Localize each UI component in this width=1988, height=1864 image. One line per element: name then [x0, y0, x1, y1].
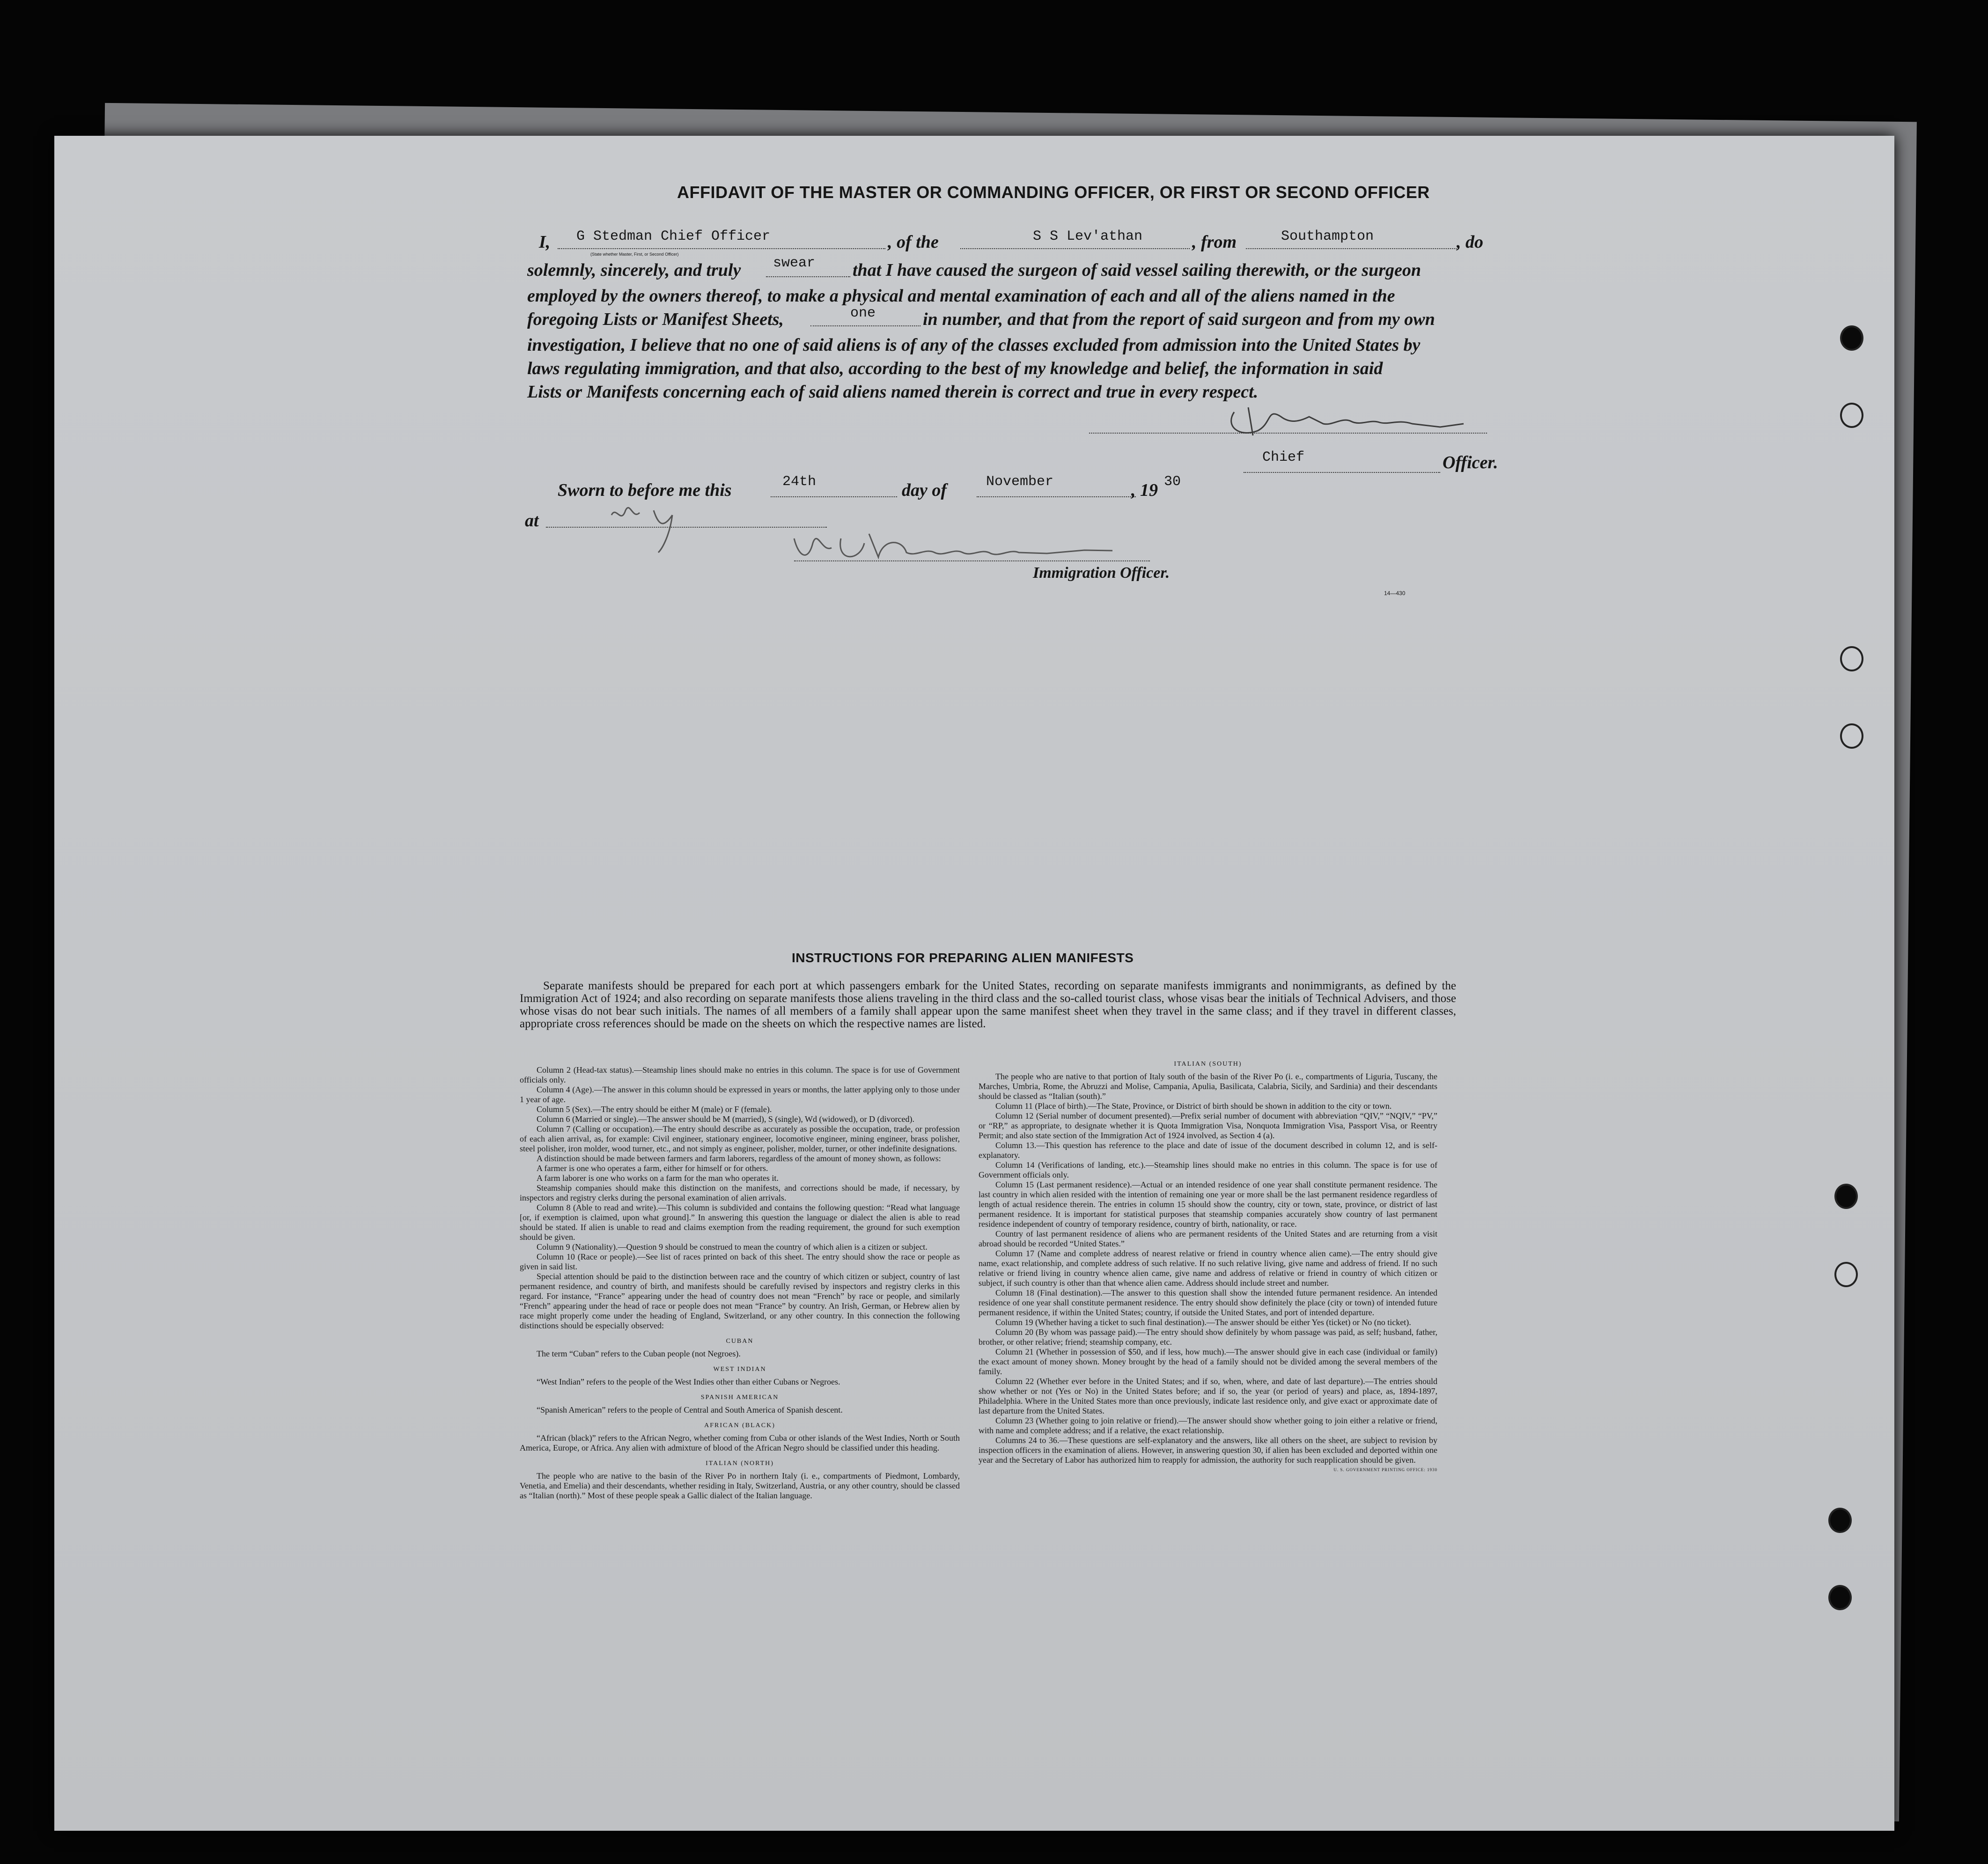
right-para: The people who are native to that portion of Italy south of the basin of the River Po (i. e., compartments of Liguria, Tuscany, the Marches, Umbria, Rome, the Abruzzi and Molise, Campania, Apulia, Basilicata, Calabria, Sicily, and Sardinia) and their descendants should be classed as “Italian (south).”	[979, 1072, 1437, 1101]
oath-type: swear	[773, 255, 816, 271]
line1-do: , do	[1457, 232, 1483, 252]
sheet-count: one	[850, 305, 876, 321]
cuban-heading: CUBAN	[726, 1338, 754, 1345]
affidavit-title: AFFIDAVIT OF THE MASTER OR COMMANDING OFFICER, OR FIRST OR SECOND OFFICER	[677, 183, 1430, 202]
left-para: Column 6 (Married or single).—The answer should be M (married), S (single), Wd (widowed), or D (divorced).	[537, 1114, 914, 1124]
instructions-left-column	[520, 1065, 960, 1501]
officer-label: Officer.	[1443, 453, 1498, 472]
form-number: 14—430	[1384, 590, 1406, 597]
right-para: Column 17 (Name and complete address of nearest relative or friend in country whence alien came).—The entry should give name, exact relationship, and complete address of such relative. If no such relative living, give name and address of friend. If no such relative or friend living in country whence alien came, give name and address of relative or friend in country of which citizen or subject, if such country is other than that whence alien came. Address should include street and number.	[979, 1249, 1437, 1288]
year-prefix: , 19	[1131, 480, 1158, 500]
right-para: Column 23 (Whether going to join relative or friend).—The answer should show whether going to join either a relative or friend, with name and complete address; and if a relative, the exact relationship.	[979, 1416, 1437, 1435]
place-handwriting	[607, 496, 714, 557]
line2-a: solemnly, sincerely, and truly	[527, 260, 741, 280]
line4-a: foregoing Lists or Manifest Sheets,	[527, 309, 784, 329]
sworn-label: Sworn to before me this	[558, 480, 732, 500]
officer-signature	[1220, 398, 1473, 445]
left-para: Special attention should be paid to the distinction between race and the country of which citizen or subject, country of last permanent residence, and country of birth, and manifests should be carefully revised by inspectors and registry clerks in this regard. For instance, “France” appearing under the head of country does not mean “French” by race or people, and similarly “French” appearing under the head of race or people does not mean “France” by country. An Irish, German, or Hebrew alien by race might properly come under the heading of England, Switzerland, or any other country. In this connection the following distinctions should be especially observed:	[520, 1272, 960, 1330]
right-para: Column 21 (Whether in possession of $50, and if less, how much).—The answer should give in each case (individual or family) the exact amount of money shown. Money brought by the head of a family should not be divided among the several members of the family.	[979, 1347, 1437, 1376]
left-para: Steamship companies should make this distinction on the manifests, and corrections should be made, if necessary, by inspectors and registry clerks during the personal examination of alien arrivals.	[520, 1183, 960, 1202]
right-para: Column 19 (Whether having a ticket to such final destination).—The answer should be either Yes (ticket) or No (no ticket).	[995, 1318, 1411, 1327]
officer-rank: Chief	[1262, 449, 1305, 465]
right-para: Column 15 (Last permanent residence).—Actual or an intended residence of one year shall constitute permanent residence. The last country in which alien resided with the intention of remaining one year or more shall be the last permanent residence regardless of length of actual residence therein. The entries in column 15 should show the country, city or town, state, province, or district of last permanent residence. It is important for statistical purposes that steamship companies accurately show country of last permanent residence independent of country of temporary residence, country of birth, nationality, or race.	[979, 1180, 1437, 1229]
immigration-officer-signature	[785, 520, 1159, 571]
line1-i: I,	[539, 232, 551, 252]
left-para: Column 8 (Able to read and write).—This column is subdivided and contains the following question: “Read what language [or, if exemption is claimed, upon what ground].” In answering this question the language or dialect the alien is able to read should be stated. If alien is unable to read and claims exemption from the reading requirement, the ground for such exemption should be given.	[520, 1203, 960, 1242]
right-para: Column 18 (Final destination).—The answer to this question shall show the intended future permanent residence. An intended residence of one year shall constitute permanent residence. The entry should show definitely the place (city or town) of intended future permanent residence, if within the United States; country, if outside the United States, and port of intended departure.	[979, 1288, 1437, 1317]
right-para: Column 11 (Place of birth).—The State, Province, or District of birth should be shown in addition to the city or town.	[995, 1101, 1392, 1111]
left-para: A farmer is one who operates a farm, either for himself or for others.	[537, 1164, 768, 1173]
instructions-intro	[520, 980, 1456, 1030]
binder-hole	[1840, 723, 1863, 749]
right-para: Column 14 (Verifications of landing, etc.).—Steamship lines should make no entries in this column. The space is for use of Government officials only.	[979, 1160, 1437, 1179]
binder-hole	[1840, 325, 1863, 351]
left-para: Column 5 (Sex).—The entry should be either M (male) or F (female).	[537, 1105, 772, 1114]
printer-credit: U. S. GOVERNMENT PRINTING OFFICE: 1930	[1333, 1467, 1437, 1472]
left-para: Column 7 (Calling or occupation).—The entry should describe as accurately as possible the occupation, trade, or profession of each alien arrival, as, for example: Civil engineer, stationary engineer, locomotive engineer, mining engineer, brass polisher, steel polisher, iron molder, wood turner, etc., and not simply as engineer, polisher, molder, turner, or other indefinite designations.	[520, 1124, 960, 1153]
line1-of-the: , of the	[888, 232, 939, 252]
binder-hole	[1840, 403, 1863, 428]
officer-note: (State whether Master, First, or Second Officer)	[590, 252, 679, 257]
left-para: A farm laborer is one who works on a farm for the man who operates it.	[537, 1173, 779, 1183]
signature-line	[1089, 432, 1487, 434]
day-of-label: day of	[902, 480, 947, 500]
line6: laws regulating immigration, and that also, according to the best of my knowledge and belief, the information in said	[527, 359, 1383, 378]
immigration-officer-label: Immigration Officer.	[1033, 564, 1170, 582]
african-text: “African (black)” refers to the African Negro, whether coming from Cuba or other islands of the West Indies, North or South America, Europe, or Africa. Any alien with admixture of blood of the African Negro should be classified under this heading.	[520, 1433, 960, 1452]
cuban-text: The term “Cuban” refers to the Cuban people (not Negroes).	[537, 1349, 741, 1358]
west-indian-heading: WEST INDIAN	[713, 1366, 766, 1373]
line7: Lists or Manifests concerning each of said aliens named therein is correct and true in every respect.	[527, 382, 1259, 402]
instructions-title: INSTRUCTIONS FOR PREPARING ALIEN MANIFESTS	[792, 950, 1134, 965]
binder-hole	[1840, 646, 1863, 671]
immigration-sign-line	[794, 560, 1150, 561]
binder-hole	[1828, 1585, 1852, 1610]
ship-name: S S Lev'athan	[1033, 228, 1143, 244]
right-para: Column 22 (Whether ever before in the United States; and if so, when, where, and date of last departure).—The entries should show whether or not (Yes or No) in the United States before; and if so, the year (or period of years) and place, as, 1894-1897, Philadelphia. Where in the United States more than once previously, indicate last residence only, and give exact or approximate date of last departure from the United States.	[979, 1377, 1437, 1415]
italian-north-heading: ITALIAN (NORTH)	[706, 1460, 774, 1467]
line5: investigation, I believe that no one of said aliens is of any of the classes excluded from admission into the United States by	[527, 335, 1421, 355]
right-para: Column 20 (By whom was passage paid).—The entry should show definitely by whom passage was paid, as self; husband, father, brother, or other relative; friend; steamship company, etc.	[979, 1327, 1437, 1347]
sworn-month: November	[986, 474, 1054, 490]
binder-hole	[1834, 1184, 1858, 1209]
line2-b: that I have caused the surgeon of said vessel sailing therewith, or the surgeon	[853, 260, 1421, 280]
binder-hole	[1834, 1262, 1858, 1287]
spanish-american-heading: SPANISH AMERICAN	[700, 1394, 779, 1401]
italian-north-text: The people who are native to the basin of the River Po in northern Italy (i. e., compartments of Piedmont, Lombardy, Venetia, and Emelia) and their descendants, whether residing in Italy, Switzerland, Austria, or any other country, should be classed as “Italian (north).” Most of these people speak a Gallic dialect of the Italian language.	[520, 1471, 960, 1500]
right-para: Column 13.—This question has reference to the place and date of issue of the document described in column 12, and is self-explanatory.	[979, 1141, 1437, 1160]
west-indian-text: “West Indian” refers to the people of the West Indies other than either Cubans or Negroes.	[537, 1377, 840, 1386]
spanish-american-text: “Spanish American” refers to the people of Central and South America of Spanish descent.	[537, 1405, 843, 1415]
right-para: Country of last permanent residence of aliens who are permanent residents of the United States and are returning from a visit abroad should be recorded “United States.”	[979, 1229, 1437, 1248]
officer-name: G Stedman Chief Officer	[576, 228, 771, 244]
left-para: Column 9 (Nationality).—Question 9 should be construed to mean the country of which alien is a citizen or subject.	[537, 1242, 928, 1252]
right-para: Columns 24 to 36.—These questions are self-explanatory and the answers, like all others on the sheet, are subject to revision by inspection officers in the examination of aliens. However, in answering question 30, if alien has been excluded and deported within one year and the Secretary of Labor has authorized him to reapply for admission, the authority for such reapplication should be given.	[979, 1436, 1437, 1465]
left-para: Column 10 (Race or people).—See list of races printed on back of this sheet. The entry should show the race or people as given in said list.	[520, 1252, 960, 1271]
sworn-day: 24th	[782, 474, 817, 490]
right-para: Column 12 (Serial number of document presented).—Prefix serial number of document with abbreviation “QIV,” “NQIV,” “PV,” or “RP,” as appropriate, to designate whether it is Quota Immigration Visa, Nonquota Immigration Visa, Passport Visa, or Reentry Permit; and also state section of the Immigration Act of 1924 involved, as Section 4 (a).	[979, 1111, 1437, 1140]
intro-paragraph: Separate manifests should be prepared for each port at which passengers embark for the United States, recording on separate manifests immigrants and nonimmigrants, as defined by the Immigration Act of 1924; and also recording on separate manifests those aliens traveling in the third class and the so-called tourist class, whose visas bear the initials of Technical Advisers, and those whose visas do not bear such initials. The names of all members of a family shall appear upon the same manifest sheet when they travel in the same class; and if they travel in different classes, appropriate cross references should be made on the sheets on which the respective names are listed.	[520, 980, 1456, 1030]
instructions-right-column	[979, 1054, 1437, 1475]
at-label: at	[525, 511, 539, 530]
left-para: Column 2 (Head-tax status).—Steamship lines should make no entries in this column. The space is for use of Government officials only.	[520, 1065, 960, 1084]
line4-b: in number, and that from the report of said surgeon and from my own	[923, 309, 1435, 329]
sworn-year: 30	[1164, 474, 1181, 490]
left-para: Column 4 (Age).—The answer in this column should be expressed in years or months, the latter applying only to those under 1 year of age.	[520, 1085, 960, 1104]
departure-port: Southampton	[1281, 228, 1374, 244]
binder-hole	[1828, 1508, 1852, 1533]
left-para: A distinction should be made between farmers and farm laborers, regardless of the amount of money shown, as follows:	[537, 1154, 941, 1163]
line3: employed by the owners thereof, to make a physical and mental examination of each and all of the aliens named in the	[527, 286, 1395, 306]
african-heading: AFRICAN (BLACK)	[704, 1422, 775, 1429]
line1-from: , from	[1192, 232, 1237, 252]
italian-south-heading: ITALIAN (SOUTH)	[1174, 1061, 1242, 1068]
